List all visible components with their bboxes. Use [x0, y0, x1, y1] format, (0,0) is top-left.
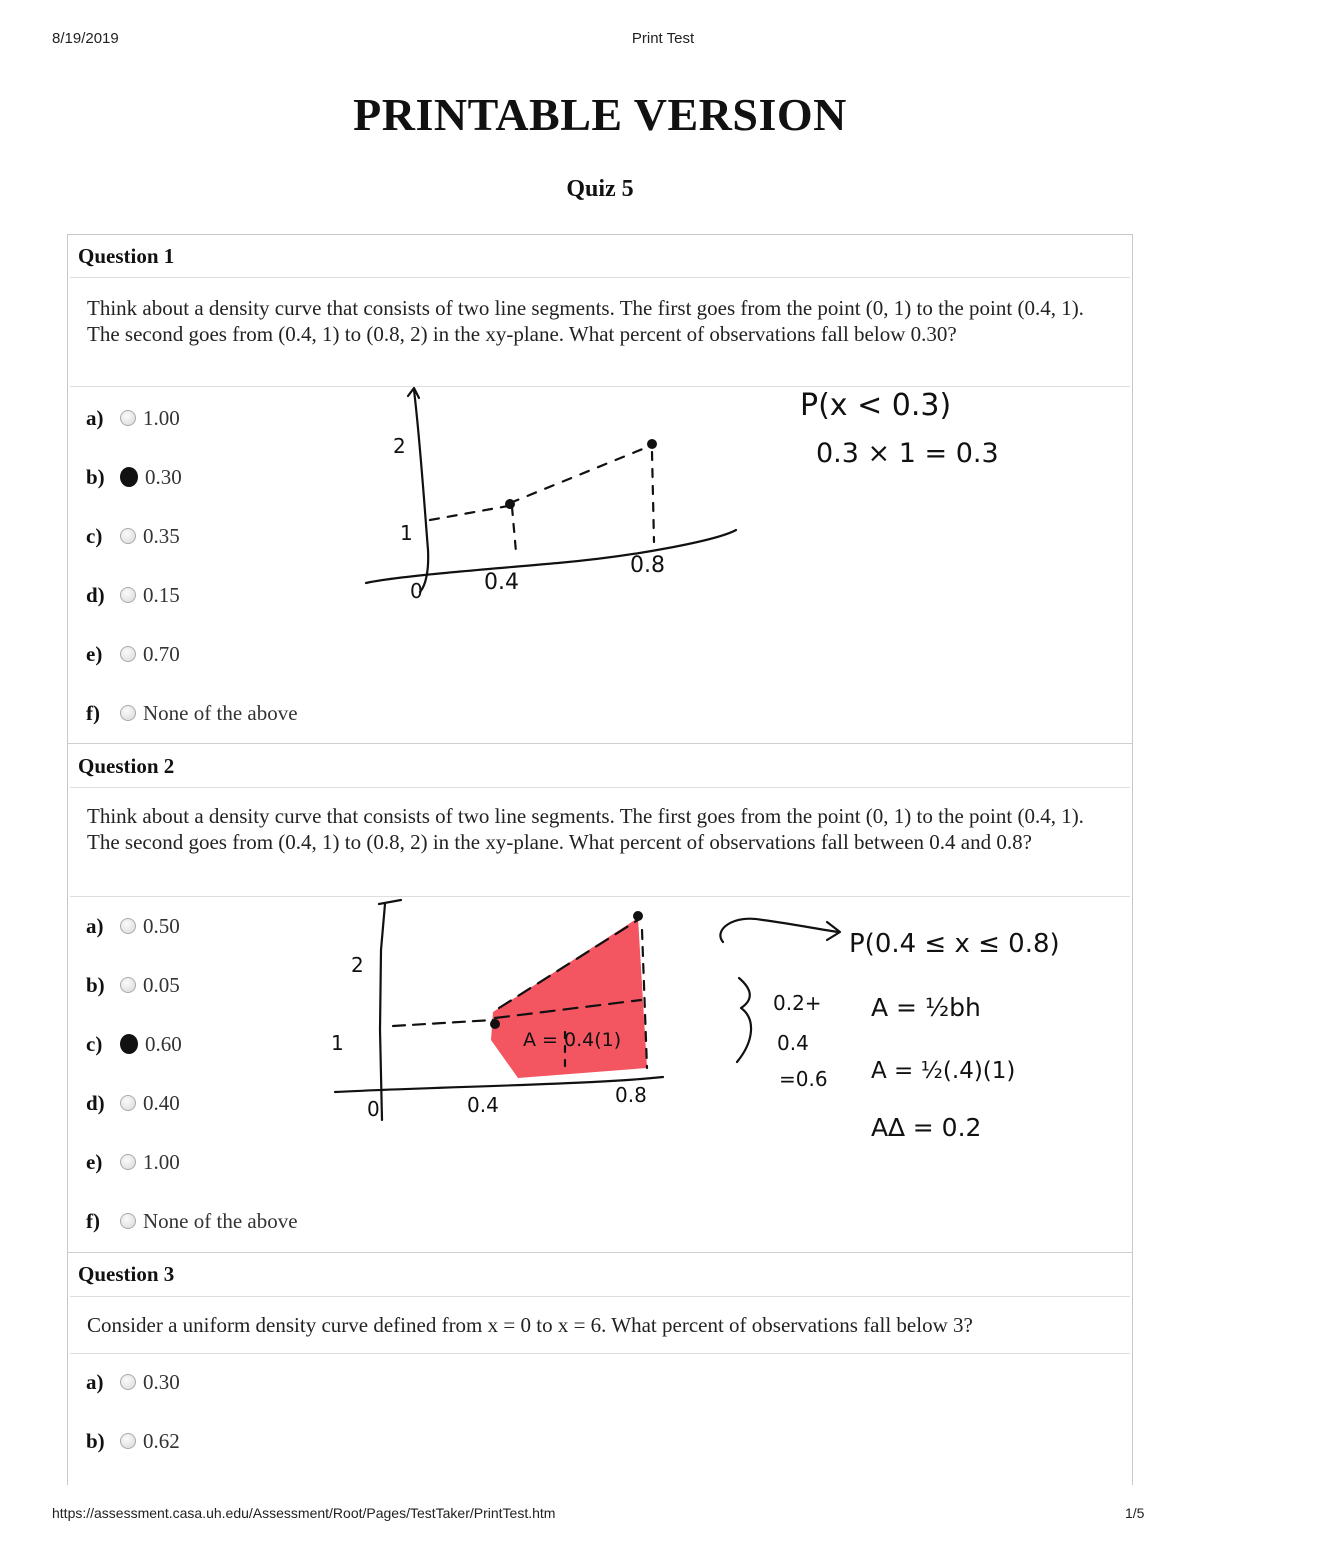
q2-y-axis-top: [379, 900, 401, 904]
option-letter: f): [86, 1208, 100, 1233]
q2-formula-2: A = ½(.4)(1): [871, 1058, 1016, 1084]
option-letter: c): [86, 1031, 103, 1056]
option-value: 0.62: [143, 1428, 180, 1453]
radio-icon[interactable]: [120, 528, 136, 544]
print-page-title: Print Test: [631, 30, 695, 47]
question-1-box: [70, 277, 1130, 387]
option-value: 0.50: [143, 913, 180, 938]
q1-option-d[interactable]: [86, 580, 180, 610]
question-3-label: Question 3: [78, 1262, 175, 1286]
q2-formula-3: A∆ = 0.2: [871, 1113, 982, 1142]
q2-option-d[interactable]: [86, 1088, 180, 1118]
q1-point-08: [647, 439, 657, 449]
q2-label-y2: 2: [351, 953, 364, 977]
option-letter: a): [86, 913, 104, 938]
q1-label-x0: 0: [410, 579, 423, 603]
option-value: 0.60: [145, 1031, 182, 1056]
q2-arrow: [720, 919, 838, 942]
q1-drop-line-04: [512, 507, 516, 552]
q2-option-c[interactable]: [86, 1029, 182, 1059]
question-2-text: Think about a density curve that consists of two line segments. The first goes from the point (0, 1) to the point (0.4, 1). The second goes from (0.4, 1) to (0.8, 2) in the xy-plane. What percent of observations fall between 0.4 and 0.8?: [87, 804, 1084, 854]
option-value: 0.30: [143, 1369, 180, 1394]
quiz-title: Quiz 5: [566, 176, 634, 202]
option-value: 0.15: [143, 582, 180, 607]
radio-icon[interactable]: [120, 1095, 136, 1111]
option-value: 0.70: [143, 641, 180, 666]
q1-segment-1: [430, 506, 508, 520]
q1-option-c[interactable]: [86, 521, 180, 551]
page-number: 1/5: [1125, 1505, 1145, 1521]
q1-note-probability: P(x < 0.3): [800, 388, 952, 423]
q1-y-axis: [414, 390, 428, 592]
question-1-text: Think about a density curve that consists of two line segments. The first goes from the point (0, 1) to the point (0.4, 1). The second goes from (0.4, 1) to (0.8, 2) in the xy-plane. What percent of observations fall below 0.30?: [87, 296, 1084, 346]
question-3-box: [70, 1296, 1130, 1354]
option-letter: b): [86, 1428, 105, 1453]
q2-label-x08: 0.8: [615, 1083, 647, 1107]
page-title: PRINTABLE VERSION: [353, 89, 847, 140]
q1-option-a[interactable]: [86, 403, 180, 433]
q3-option-b[interactable]: [86, 1426, 180, 1456]
q1-x-axis: [366, 530, 736, 583]
q2-handwritten-graph: [331, 890, 1060, 1142]
radio-icon[interactable]: [120, 1374, 136, 1390]
page-url: https://assessment.casa.uh.edu/Assessment/Root/Pages/TestTaker/PrintTest.htm: [52, 1505, 556, 1521]
question-1-label: Question 1: [78, 244, 175, 268]
q3-option-a[interactable]: [86, 1367, 180, 1397]
q1-drop-line-08: [652, 452, 654, 542]
q1-point-04: [505, 499, 515, 509]
option-letter: b): [86, 972, 105, 997]
q2-note-probability: P(0.4 ≤ x ≤ 0.8): [849, 929, 1060, 959]
option-value: 0.35: [143, 523, 180, 548]
q2-x-axis: [335, 1077, 663, 1092]
radio-selected-icon[interactable]: [120, 467, 138, 487]
option-letter: f): [86, 700, 100, 725]
radio-icon[interactable]: [120, 977, 136, 993]
radio-icon[interactable]: [120, 1213, 136, 1229]
radio-icon[interactable]: [120, 410, 136, 426]
option-value: 1.00: [143, 1149, 180, 1174]
radio-selected-icon[interactable]: [120, 1034, 138, 1054]
q2-sum-line-1: 0.2+: [773, 991, 822, 1015]
print-date: 8/19/2019: [52, 30, 119, 47]
radio-icon[interactable]: [120, 587, 136, 603]
option-value: 0.05: [143, 972, 180, 997]
q2-formula-1: A = ½bh: [871, 993, 981, 1022]
q2-y-axis: [380, 904, 385, 1120]
radio-icon[interactable]: [120, 918, 136, 934]
q2-sum-line-3: =0.6: [779, 1067, 828, 1091]
q2-label-y1: 1: [331, 1031, 344, 1055]
question-2-label: Question 2: [78, 754, 175, 778]
q2-sum-line-2: 0.4: [777, 1031, 809, 1055]
q1-segment-2: [510, 446, 650, 503]
option-letter: a): [86, 1369, 104, 1394]
q1-label-x04: 0.4: [484, 570, 519, 595]
q2-segment-1: [393, 1020, 493, 1026]
q2-option-f[interactable]: [86, 1206, 298, 1236]
q1-label-y1: 1: [400, 521, 413, 545]
q2-point-08: [633, 911, 643, 921]
question-2-box: [70, 787, 1130, 897]
q1-handwritten-graph: [358, 380, 1038, 610]
radio-icon[interactable]: [120, 1433, 136, 1449]
q1-note-calculation: 0.3 × 1 = 0.3: [816, 438, 999, 469]
q1-label-x08: 0.8: [630, 553, 665, 578]
radio-icon[interactable]: [120, 705, 136, 721]
radio-icon[interactable]: [120, 646, 136, 662]
q2-option-e[interactable]: [86, 1147, 180, 1177]
option-letter: e): [86, 641, 103, 666]
q2-brace: [737, 978, 751, 1062]
question-separator: [68, 743, 1132, 744]
option-value: 0.40: [143, 1090, 180, 1115]
question-3-text: Consider a uniform density curve defined from x = 0 to x = 6. What percent of observations fall below 3?: [87, 1313, 973, 1337]
option-letter: a): [86, 405, 104, 430]
q1-label-y2: 2: [393, 434, 406, 458]
option-letter: c): [86, 523, 103, 548]
q1-option-f[interactable]: [86, 698, 298, 728]
option-letter: d): [86, 582, 105, 607]
radio-icon[interactable]: [120, 1154, 136, 1170]
q1-option-e[interactable]: [86, 639, 180, 669]
option-letter: e): [86, 1149, 103, 1174]
q2-option-b[interactable]: [86, 970, 180, 1000]
q2-option-a[interactable]: [86, 911, 180, 941]
option-value: 1.00: [143, 405, 180, 430]
q1-option-b[interactable]: [86, 462, 182, 492]
questions-container: [67, 234, 1133, 1485]
option-value: None of the above: [143, 700, 298, 725]
option-value: None of the above: [143, 1208, 298, 1233]
option-letter: d): [86, 1090, 105, 1115]
option-letter: b): [86, 464, 105, 489]
option-value: 0.30: [145, 464, 182, 489]
q2-label-x0: 0: [367, 1097, 380, 1121]
q2-shaded-area: [491, 918, 647, 1078]
question-separator: [68, 1252, 1132, 1253]
q2-label-x04: 0.4: [467, 1093, 499, 1117]
q2-rect-area-note: A = 0.4(1): [523, 1029, 622, 1051]
q2-point-04: [490, 1019, 500, 1029]
